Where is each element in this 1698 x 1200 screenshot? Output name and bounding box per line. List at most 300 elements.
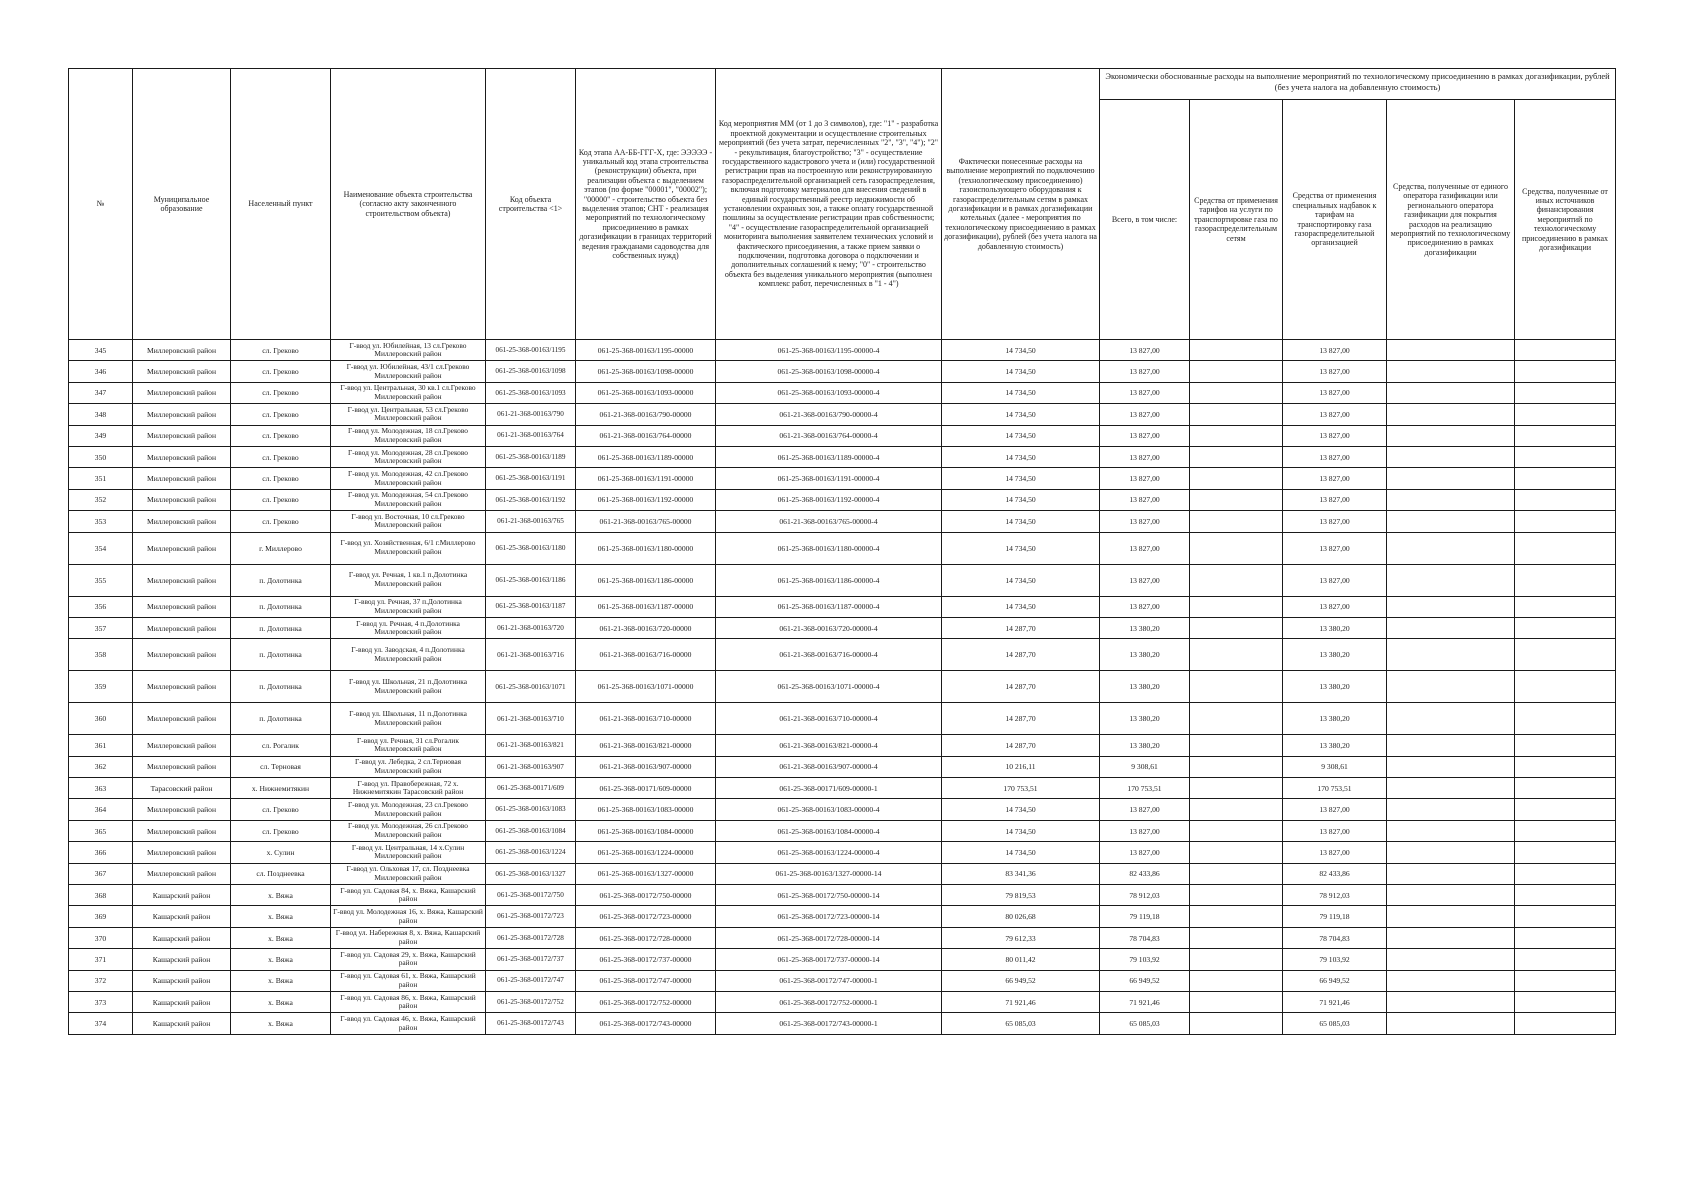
- cell-num: 363: [69, 778, 133, 799]
- cell-municipality: Миллеровский район: [133, 863, 231, 884]
- cell-operator-funds: [1387, 468, 1515, 489]
- cell-measure-code: 061-25-368-00172/752-00000-1: [716, 991, 942, 1012]
- cell-measure-code: 061-25-368-00163/1189-00000-4: [716, 446, 942, 467]
- cell-num: 370: [69, 927, 133, 948]
- cell-total: 13 827,00: [1100, 799, 1190, 820]
- cell-object-name: Г-ввод ул. Школьная, 11 п.Долотинка Миллеровский район: [331, 703, 486, 735]
- cell-operator-funds: [1387, 927, 1515, 948]
- cell-tariffs: [1190, 446, 1283, 467]
- cell-operator-funds: [1387, 949, 1515, 970]
- cell-municipality: Кашарский район: [133, 927, 231, 948]
- cell-stage-code: 061-25-368-00163/1083-00000: [576, 799, 716, 820]
- cell-object-code: 061-25-368-00163/1180: [486, 532, 576, 564]
- header-measure-code: Код мероприятия ММ (от 1 до 3 символов), где: "1" - разработка проектной документации и осуществление строительных мероприятий (без учета затрат, перечисленных "2", "3", "4"); "2" - рекультивация, благоустройство; "3" - осуществление государственного кадастрового учета и (или) государственной регистрации прав на построенную или реконструированную газораспределительной организацией сеть газораспределения, включая подготовку материалов для внесения сведений в единый государственный реестр недвижимости об установлении охранных зон, а также оплату государственной пошлины за осуществление регистрации прав собственности; "4" - осуществление газораспределительной организацией мониторинга выполнения заявителем технических условий и фактического присоединения, а также прием заявки о подключении, подготовка договора о подключении и дополнительных соглашений к нему; "0" - строительство объекта без выделения уникального мероприятия (выполнен комплекс работ, перечисленных в "1 - 4"): [716, 69, 942, 340]
- cell-tariffs: [1190, 532, 1283, 564]
- cell-other-sources: [1515, 596, 1616, 617]
- cell-measure-code: 061-25-368-00163/1186-00000-4: [716, 564, 942, 596]
- cell-object-name: Г-ввод ул. Ольховая 17, сл. Позднеевка Миллеровский район: [331, 863, 486, 884]
- cell-surcharges: 13 827,00: [1283, 820, 1387, 841]
- cell-stage-code: 061-25-368-00163/1071-00000: [576, 671, 716, 703]
- cell-object-code: 061-25-368-00163/1191: [486, 468, 576, 489]
- cell-surcharges: 13 380,20: [1283, 671, 1387, 703]
- cell-other-sources: [1515, 532, 1616, 564]
- cell-tariffs: [1190, 671, 1283, 703]
- cell-operator-funds: [1387, 778, 1515, 799]
- cell-total: 78 912,03: [1100, 885, 1190, 906]
- cell-tariffs: [1190, 511, 1283, 532]
- table-row: [69, 906, 1616, 927]
- cell-num: 352: [69, 489, 133, 510]
- cell-surcharges: 13 827,00: [1283, 425, 1387, 446]
- cell-operator-funds: [1387, 906, 1515, 927]
- cell-stage-code: 061-21-368-00163/821-00000: [576, 735, 716, 756]
- cell-surcharges: 13 827,00: [1283, 468, 1387, 489]
- cell-stage-code: 061-25-368-00172/747-00000: [576, 970, 716, 991]
- cell-object-name: Г-ввод ул. Садовая 86, х. Вяжа, Кашарский район: [331, 991, 486, 1012]
- cell-stage-code: 061-21-368-00163/765-00000: [576, 511, 716, 532]
- cell-actual-costs: 65 085,03: [942, 1013, 1100, 1034]
- cell-stage-code: 061-25-368-00163/1191-00000: [576, 468, 716, 489]
- cell-actual-costs: 79 612,33: [942, 927, 1100, 948]
- cell-municipality: Миллеровский район: [133, 446, 231, 467]
- cell-actual-costs: 14 287,70: [942, 639, 1100, 671]
- cell-settlement: х. Вяжа: [231, 991, 331, 1012]
- cell-other-sources: [1515, 991, 1616, 1012]
- cell-operator-funds: [1387, 564, 1515, 596]
- cell-actual-costs: 14 734,50: [942, 340, 1100, 361]
- cell-settlement: сл. Рогалик: [231, 735, 331, 756]
- cell-object-code: 061-25-368-00172/723: [486, 906, 576, 927]
- cell-operator-funds: [1387, 991, 1515, 1012]
- cell-total: 82 433,86: [1100, 863, 1190, 884]
- cell-surcharges: 13 827,00: [1283, 532, 1387, 564]
- header-object-name: Наименование объекта строительства (согласно акту законченного строительством объекта): [331, 69, 486, 340]
- cell-tariffs: [1190, 468, 1283, 489]
- cell-total: 13 380,20: [1100, 671, 1190, 703]
- cell-total: 13 380,20: [1100, 617, 1190, 638]
- cell-num: 356: [69, 596, 133, 617]
- cell-object-name: Г-ввод ул. Речная, 37 п.Долотинка Миллеровский район: [331, 596, 486, 617]
- cell-surcharges: 13 827,00: [1283, 842, 1387, 863]
- cell-settlement: сл. Терновая: [231, 756, 331, 777]
- cell-surcharges: 9 308,61: [1283, 756, 1387, 777]
- table-row: [69, 842, 1616, 863]
- cell-object-code: 061-25-368-00172/743: [486, 1013, 576, 1034]
- cell-settlement: г. Миллерово: [231, 532, 331, 564]
- cell-settlement: сл. Позднеевка: [231, 863, 331, 884]
- cell-actual-costs: 14 734,50: [942, 489, 1100, 510]
- cell-object-code: 061-25-368-00163/1083: [486, 799, 576, 820]
- cell-settlement: х. Вяжа: [231, 1013, 331, 1034]
- header-municipality: Муниципальное образование: [133, 69, 231, 340]
- cell-tariffs: [1190, 596, 1283, 617]
- table-row: [69, 489, 1616, 510]
- cell-total: 13 827,00: [1100, 468, 1190, 489]
- cell-object-name: Г-ввод ул. Молодежная, 23 сл.Греково Миллеровский район: [331, 799, 486, 820]
- header-tariffs: Средства от применения тарифов на услуги по транспортировке газа по газораспределительным сетям: [1190, 100, 1283, 340]
- cell-operator-funds: [1387, 756, 1515, 777]
- cell-measure-code: 061-25-368-00172/743-00000-1: [716, 1013, 942, 1034]
- cell-object-code: 061-25-368-00163/1224: [486, 842, 576, 863]
- cell-actual-costs: 14 287,70: [942, 617, 1100, 638]
- cell-total: 13 827,00: [1100, 820, 1190, 841]
- cell-stage-code: 061-21-368-00163/720-00000: [576, 617, 716, 638]
- cell-surcharges: 13 827,00: [1283, 596, 1387, 617]
- cell-num: 364: [69, 799, 133, 820]
- cell-stage-code: 061-25-368-00163/1189-00000: [576, 446, 716, 467]
- cell-measure-code: 061-25-368-00163/1187-00000-4: [716, 596, 942, 617]
- cell-stage-code: 061-21-368-00163/716-00000: [576, 639, 716, 671]
- cell-municipality: Кашарский район: [133, 885, 231, 906]
- cell-operator-funds: [1387, 404, 1515, 425]
- cell-other-sources: [1515, 361, 1616, 382]
- cell-surcharges: 13 827,00: [1283, 404, 1387, 425]
- header-num: №: [69, 69, 133, 340]
- cell-surcharges: 13 827,00: [1283, 489, 1387, 510]
- cell-surcharges: 13 827,00: [1283, 446, 1387, 467]
- cell-tariffs: [1190, 906, 1283, 927]
- cell-num: 366: [69, 842, 133, 863]
- cell-municipality: Миллеровский район: [133, 617, 231, 638]
- table-row: [69, 404, 1616, 425]
- cell-settlement: сл. Греково: [231, 820, 331, 841]
- cell-municipality: Тарасовский район: [133, 778, 231, 799]
- cell-tariffs: [1190, 885, 1283, 906]
- cell-stage-code: 061-25-368-00163/1187-00000: [576, 596, 716, 617]
- cell-object-code: 061-25-368-00163/1195: [486, 340, 576, 361]
- cell-total: 13 827,00: [1100, 511, 1190, 532]
- cell-stage-code: 061-25-368-00163/1192-00000: [576, 489, 716, 510]
- cell-actual-costs: 10 216,11: [942, 756, 1100, 777]
- cell-actual-costs: 14 287,70: [942, 703, 1100, 735]
- cell-municipality: Миллеровский район: [133, 361, 231, 382]
- cell-measure-code: 061-21-368-00163/710-00000-4: [716, 703, 942, 735]
- cell-measure-code: 061-25-368-00172/747-00000-1: [716, 970, 942, 991]
- cell-municipality: Миллеровский район: [133, 532, 231, 564]
- cell-actual-costs: 14 734,50: [942, 596, 1100, 617]
- cell-num: 361: [69, 735, 133, 756]
- table-row: [69, 703, 1616, 735]
- cell-stage-code: 061-25-368-00163/1195-00000: [576, 340, 716, 361]
- cell-operator-funds: [1387, 735, 1515, 756]
- cell-operator-funds: [1387, 382, 1515, 403]
- table-row: [69, 756, 1616, 777]
- cell-object-name: Г-ввод ул. Центральная, 30 кв.1 сл.Греково Миллеровский район: [331, 382, 486, 403]
- cell-num: 357: [69, 617, 133, 638]
- cell-other-sources: [1515, 382, 1616, 403]
- table-row: [69, 425, 1616, 446]
- cell-object-name: Г-ввод ул. Школьная, 21 п.Долотинка Миллеровский район: [331, 671, 486, 703]
- cell-other-sources: [1515, 511, 1616, 532]
- cell-object-name: Г-ввод ул. Молодежная, 54 сл.Греково Миллеровский район: [331, 489, 486, 510]
- cell-total: 170 753,51: [1100, 778, 1190, 799]
- cell-municipality: Кашарский район: [133, 1013, 231, 1034]
- cell-measure-code: 061-25-368-00172/750-00000-14: [716, 885, 942, 906]
- cell-operator-funds: [1387, 425, 1515, 446]
- cell-surcharges: 13 380,20: [1283, 639, 1387, 671]
- cell-settlement: сл. Греково: [231, 382, 331, 403]
- cell-actual-costs: 83 341,36: [942, 863, 1100, 884]
- table-row: [69, 564, 1616, 596]
- cell-object-name: Г-ввод ул. Садовая 46, х. Вяжа, Кашарский район: [331, 1013, 486, 1034]
- cell-num: 358: [69, 639, 133, 671]
- cell-num: 369: [69, 906, 133, 927]
- cell-num: 348: [69, 404, 133, 425]
- table-row: [69, 671, 1616, 703]
- cell-other-sources: [1515, 446, 1616, 467]
- cell-surcharges: 66 949,52: [1283, 970, 1387, 991]
- cell-num: 347: [69, 382, 133, 403]
- cell-num: 368: [69, 885, 133, 906]
- cell-surcharges: 13 827,00: [1283, 361, 1387, 382]
- cell-other-sources: [1515, 885, 1616, 906]
- cell-actual-costs: 14 734,50: [942, 532, 1100, 564]
- table-row: [69, 885, 1616, 906]
- cell-actual-costs: 66 949,52: [942, 970, 1100, 991]
- cell-municipality: Миллеровский район: [133, 489, 231, 510]
- cell-num: 374: [69, 1013, 133, 1034]
- cell-num: 371: [69, 949, 133, 970]
- cell-other-sources: [1515, 564, 1616, 596]
- table-row: [69, 778, 1616, 799]
- cell-num: 372: [69, 970, 133, 991]
- cell-measure-code: 061-25-368-00172/723-00000-14: [716, 906, 942, 927]
- cell-municipality: Миллеровский район: [133, 820, 231, 841]
- header-total: Всего, в том числе:: [1100, 100, 1190, 340]
- cell-operator-funds: [1387, 703, 1515, 735]
- cell-surcharges: 13 827,00: [1283, 564, 1387, 596]
- cell-stage-code: 061-21-368-00163/907-00000: [576, 756, 716, 777]
- cell-settlement: х. Нижнемитякин: [231, 778, 331, 799]
- cell-settlement: сл. Греково: [231, 446, 331, 467]
- cell-tariffs: [1190, 949, 1283, 970]
- cell-operator-funds: [1387, 596, 1515, 617]
- cell-operator-funds: [1387, 885, 1515, 906]
- cell-measure-code: 061-25-368-00163/1071-00000-4: [716, 671, 942, 703]
- cell-object-name: Г-ввод ул. Молодежная, 28 сл.Греково Миллеровский район: [331, 446, 486, 467]
- cell-measure-code: 061-25-368-00172/728-00000-14: [716, 927, 942, 948]
- table-row: [69, 863, 1616, 884]
- cell-settlement: сл. Греково: [231, 468, 331, 489]
- cell-tariffs: [1190, 1013, 1283, 1034]
- cell-total: 13 827,00: [1100, 532, 1190, 564]
- cell-settlement: п. Долотинка: [231, 617, 331, 638]
- cell-object-name: Г-ввод ул. Садовая 84, х. Вяжа, Кашарский район: [331, 885, 486, 906]
- cell-stage-code: 061-21-368-00163/790-00000: [576, 404, 716, 425]
- cell-total: 13 827,00: [1100, 842, 1190, 863]
- cell-measure-code: 061-25-368-00163/1327-00000-14: [716, 863, 942, 884]
- cell-tariffs: [1190, 970, 1283, 991]
- cell-tariffs: [1190, 820, 1283, 841]
- cell-actual-costs: 14 734,50: [942, 361, 1100, 382]
- cell-object-code: 061-25-368-00163/1327: [486, 863, 576, 884]
- cell-object-code: 061-25-368-00172/728: [486, 927, 576, 948]
- cell-total: 13 827,00: [1100, 404, 1190, 425]
- cell-tariffs: [1190, 639, 1283, 671]
- cell-actual-costs: 14 287,70: [942, 735, 1100, 756]
- cell-total: 9 308,61: [1100, 756, 1190, 777]
- cell-stage-code: 061-25-368-00172/723-00000: [576, 906, 716, 927]
- table-row: [69, 949, 1616, 970]
- cell-municipality: Миллеровский район: [133, 425, 231, 446]
- cell-object-code: 061-25-368-00172/737: [486, 949, 576, 970]
- cell-stage-code: 061-25-368-00163/1180-00000: [576, 532, 716, 564]
- table-row: [69, 596, 1616, 617]
- cell-object-code: 061-21-368-00163/720: [486, 617, 576, 638]
- cell-municipality: Миллеровский район: [133, 703, 231, 735]
- cell-measure-code: 061-21-368-00163/821-00000-4: [716, 735, 942, 756]
- cell-tariffs: [1190, 617, 1283, 638]
- cell-object-name: Г-ввод ул. Правобережная, 72 х. Нижнемитякин Тарасовский район: [331, 778, 486, 799]
- cell-num: 360: [69, 703, 133, 735]
- header-operator-funds: Средства, полученные от единого оператора газификации или регионального оператора газификации для покрытия расходов на реализацию мероприятий по технологическому присоединению в рамках догазификации: [1387, 100, 1515, 340]
- cell-municipality: Миллеровский район: [133, 596, 231, 617]
- cell-other-sources: [1515, 799, 1616, 820]
- header-settlement: Населенный пункт: [231, 69, 331, 340]
- cell-object-code: 061-25-368-00163/1084: [486, 820, 576, 841]
- cell-total: 13 827,00: [1100, 382, 1190, 403]
- cell-settlement: сл. Греково: [231, 361, 331, 382]
- table-row: [69, 735, 1616, 756]
- cell-actual-costs: 14 734,50: [942, 425, 1100, 446]
- cell-municipality: Миллеровский район: [133, 842, 231, 863]
- cell-total: 13 827,00: [1100, 489, 1190, 510]
- cell-surcharges: 13 380,20: [1283, 703, 1387, 735]
- cell-operator-funds: [1387, 639, 1515, 671]
- header-economic-costs-group: Экономически обоснованные расходы на выполнение мероприятий по технологическому присоединению в рамках догазификации, рублей (без учета налога на добавленную стоимость): [1100, 69, 1616, 100]
- cell-object-name: Г-ввод ул. Центральная, 53 сл.Греково Миллеровский район: [331, 404, 486, 425]
- cell-tariffs: [1190, 863, 1283, 884]
- cell-tariffs: [1190, 361, 1283, 382]
- cell-tariffs: [1190, 756, 1283, 777]
- cell-municipality: Кашарский район: [133, 906, 231, 927]
- header-other-sources: Средства, полученные от иных источников финансирования мероприятий по технологическому присоединению в рамках догазификации: [1515, 100, 1616, 340]
- cell-num: 373: [69, 991, 133, 1012]
- cell-settlement: х. Сулин: [231, 842, 331, 863]
- table-row: [69, 927, 1616, 948]
- cell-tariffs: [1190, 799, 1283, 820]
- cell-object-name: Г-ввод ул. Садовая 61, х. Вяжа, Кашарский район: [331, 970, 486, 991]
- cell-object-name: Г-ввод ул. Молодежная 16, х. Вяжа, Кашарский район: [331, 906, 486, 927]
- table-row: [69, 532, 1616, 564]
- cell-measure-code: 061-25-368-00171/609-00000-1: [716, 778, 942, 799]
- cell-num: 350: [69, 446, 133, 467]
- cell-measure-code: 061-25-368-00163/1084-00000-4: [716, 820, 942, 841]
- cell-stage-code: 061-25-368-00172/737-00000: [576, 949, 716, 970]
- cell-num: 354: [69, 532, 133, 564]
- cell-object-name: Г-ввод ул. Молодежная, 42 сл.Греково Миллеровский район: [331, 468, 486, 489]
- cell-object-code: 061-25-368-00163/1071: [486, 671, 576, 703]
- table-row: [69, 617, 1616, 638]
- cell-other-sources: [1515, 906, 1616, 927]
- cell-tariffs: [1190, 564, 1283, 596]
- cell-stage-code: 061-25-368-00171/609-00000: [576, 778, 716, 799]
- cell-settlement: х. Вяжа: [231, 949, 331, 970]
- cell-surcharges: 13 380,20: [1283, 735, 1387, 756]
- cell-num: 365: [69, 820, 133, 841]
- cell-surcharges: 82 433,86: [1283, 863, 1387, 884]
- cell-object-name: Г-ввод ул. Юбилейная, 43/1 сл.Греково Миллеровский район: [331, 361, 486, 382]
- cell-stage-code: 061-25-368-00172/750-00000: [576, 885, 716, 906]
- cell-stage-code: 061-25-368-00172/728-00000: [576, 927, 716, 948]
- cell-municipality: Миллеровский район: [133, 468, 231, 489]
- table-row: [69, 468, 1616, 489]
- cell-operator-funds: [1387, 842, 1515, 863]
- cell-object-name: Г-ввод ул. Центральная, 14 х.Сулин Миллеровский район: [331, 842, 486, 863]
- cell-other-sources: [1515, 863, 1616, 884]
- cell-other-sources: [1515, 639, 1616, 671]
- cell-settlement: сл. Греково: [231, 425, 331, 446]
- cell-settlement: х. Вяжа: [231, 970, 331, 991]
- cell-municipality: Миллеровский район: [133, 382, 231, 403]
- cell-operator-funds: [1387, 446, 1515, 467]
- cell-actual-costs: 80 011,42: [942, 949, 1100, 970]
- table-row: [69, 340, 1616, 361]
- cell-measure-code: 061-25-368-00163/1192-00000-4: [716, 489, 942, 510]
- cell-tariffs: [1190, 842, 1283, 863]
- cell-other-sources: [1515, 617, 1616, 638]
- cell-num: 349: [69, 425, 133, 446]
- cell-surcharges: 13 380,20: [1283, 617, 1387, 638]
- cell-settlement: п. Долотинка: [231, 596, 331, 617]
- cell-stage-code: 061-25-368-00163/1093-00000: [576, 382, 716, 403]
- cell-total: 13 827,00: [1100, 425, 1190, 446]
- table-row: [69, 446, 1616, 467]
- cell-tariffs: [1190, 778, 1283, 799]
- cell-tariffs: [1190, 991, 1283, 1012]
- cell-tariffs: [1190, 927, 1283, 948]
- cell-surcharges: 79 119,18: [1283, 906, 1387, 927]
- cell-actual-costs: 80 026,68: [942, 906, 1100, 927]
- cell-object-code: 061-25-368-00172/750: [486, 885, 576, 906]
- cell-object-name: Г-ввод ул. Хозяйственная, 6/1 г.Миллерово Миллеровский район: [331, 532, 486, 564]
- cell-other-sources: [1515, 468, 1616, 489]
- cell-settlement: п. Долотинка: [231, 564, 331, 596]
- cell-operator-funds: [1387, 532, 1515, 564]
- cell-surcharges: 170 753,51: [1283, 778, 1387, 799]
- cell-operator-funds: [1387, 970, 1515, 991]
- cell-other-sources: [1515, 735, 1616, 756]
- cell-stage-code: 061-21-368-00163/710-00000: [576, 703, 716, 735]
- cell-measure-code: 061-25-368-00163/1083-00000-4: [716, 799, 942, 820]
- cell-measure-code: 061-21-368-00163/765-00000-4: [716, 511, 942, 532]
- cell-municipality: Миллеровский район: [133, 511, 231, 532]
- cell-measure-code: 061-21-368-00163/790-00000-4: [716, 404, 942, 425]
- cell-actual-costs: 14 734,50: [942, 468, 1100, 489]
- cell-municipality: Миллеровский район: [133, 799, 231, 820]
- header-actual-costs: Фактически понесенные расходы на выполнение мероприятий по подключению (технологическому присоединению) газоиспользующего оборудования к газораспределительным сетям в рамках догазификации и в рамках догазификации котельных (далее - мероприятия по технологическому присоединению в рамках догазификации), рублей (без учета налога на добавленную стоимость): [942, 69, 1100, 340]
- cell-other-sources: [1515, 756, 1616, 777]
- table-row: [69, 991, 1616, 1012]
- cell-surcharges: 79 103,92: [1283, 949, 1387, 970]
- cell-operator-funds: [1387, 361, 1515, 382]
- cell-operator-funds: [1387, 863, 1515, 884]
- cell-municipality: Миллеровский район: [133, 340, 231, 361]
- cell-object-code: 061-21-368-00163/821: [486, 735, 576, 756]
- cell-object-code: 061-25-368-00163/1189: [486, 446, 576, 467]
- cell-object-name: Г-ввод ул. Лебедка, 2 сл.Терновая Миллеровский район: [331, 756, 486, 777]
- cell-object-name: Г-ввод ул. Речная, 1 кв.1 п.Долотинка Миллеровский район: [331, 564, 486, 596]
- header-object-code: Код объекта строительства <1>: [486, 69, 576, 340]
- cell-total: 66 949,52: [1100, 970, 1190, 991]
- cell-actual-costs: 170 753,51: [942, 778, 1100, 799]
- cell-tariffs: [1190, 404, 1283, 425]
- cell-stage-code: 061-25-368-00172/752-00000: [576, 991, 716, 1012]
- cell-surcharges: 13 827,00: [1283, 382, 1387, 403]
- cell-total: 78 704,83: [1100, 927, 1190, 948]
- cell-measure-code: 061-21-368-00163/716-00000-4: [716, 639, 942, 671]
- cell-measure-code: 061-25-368-00163/1180-00000-4: [716, 532, 942, 564]
